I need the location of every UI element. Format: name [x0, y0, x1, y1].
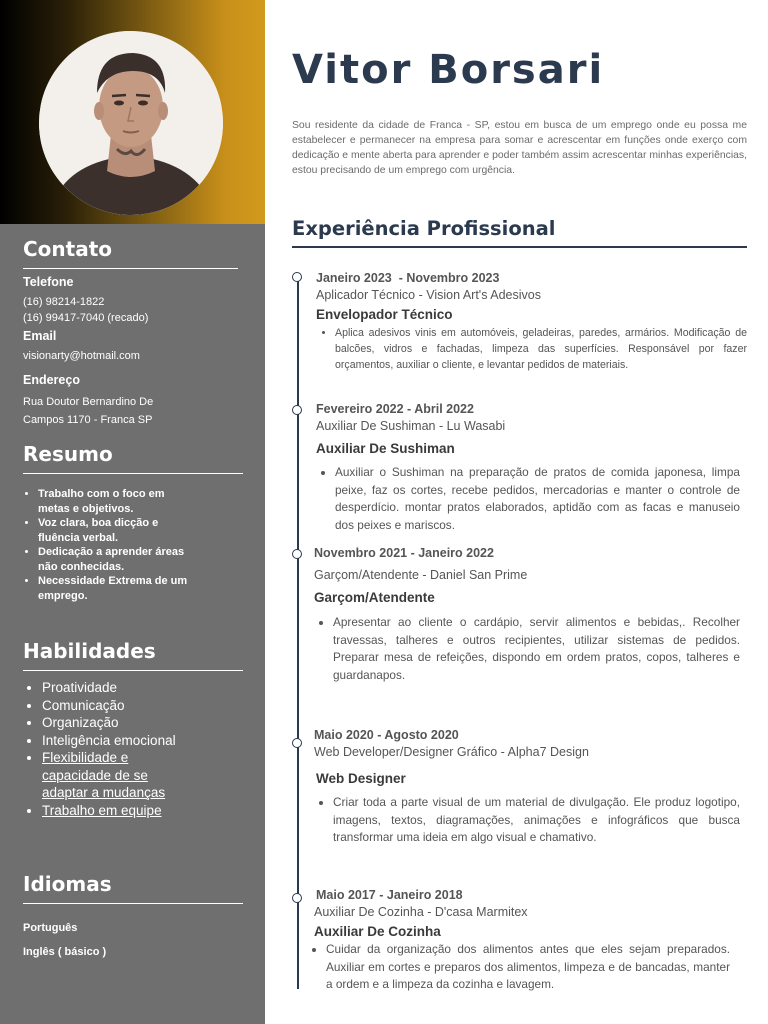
timeline-node: [292, 272, 302, 282]
contact-divider: [23, 268, 238, 269]
job-description: [314, 794, 740, 847]
skills-divider: [23, 670, 243, 671]
skills-section: [23, 638, 243, 819]
timeline-node: [292, 549, 302, 559]
skill-link-text: Flexibilidade e capacidade de se adaptar a mudanças: [42, 750, 166, 800]
list-item: • Aplica adesivos vinis em automóveis, geladeiras, paredes, armários. Modificação de balcões, vidros e fachadas, limpeza das superfícies. Responsável por fazer orçamentos, auxiliar o cliente, e levantar pedidos de materiais.: [335, 325, 747, 374]
list-item: • Trabalho com o foco em metas e objetivos.: [38, 487, 188, 516]
language-item: Português: [23, 922, 78, 934]
list-item: • Criar toda a parte visual de um material de divulgação. Ele produz logotipo, imagens, textos, diagramações, animações e infográficos que busca transformar uma ideia em algo visual e chamativo.: [333, 794, 740, 847]
languages-section: [23, 871, 243, 904]
job-entry: [314, 545, 740, 684]
list-item: • Proatividade: [42, 679, 192, 697]
languages-divider: [23, 903, 243, 904]
avatar: [39, 31, 223, 215]
address-line-2: Campos 1170 - Franca SP: [23, 414, 153, 426]
phone-2: (16) 99417-7040 (recado): [23, 312, 149, 324]
job-role: Web Designer: [316, 771, 406, 786]
job-company: Aplicador Técnico - Vision Art's Adesivos: [316, 288, 541, 302]
resumo-divider: [23, 473, 243, 474]
list-item: • Auxiliar o Sushiman na preparação de pratos de comida japonesa, limpa peixe, faz os cortes, recebe pedidos, mercadorias e manter o controle de desperdício. montar pratos elaborados, aptidão com as facas e manuseio dos peixes e mariscos.: [335, 464, 740, 534]
job-company: Web Developer/Designer Gráfico - Alpha7 Design: [314, 745, 589, 759]
profile-photo-illustration: [39, 31, 223, 215]
phone-label: Telefone: [23, 275, 74, 289]
profile-summary: Sou residente da cidade de Franca - SP, estou em busca de um emprego onde eu possa me estabelecer e permanecer na empresa para somar e acrescentar em funções onde exerço com dedicação e mente aberta para aprender e poder também assim acrescentar minhas experiências, estou precisando de um emprego com urgência.: [292, 120, 747, 176]
timeline-node: [292, 405, 302, 415]
language-item: Inglês ( básico ): [23, 946, 107, 958]
skills-heading: Habilidades: [23, 639, 156, 663]
list-item: • Inteligência emocional: [42, 732, 192, 750]
languages-heading: Idiomas: [23, 872, 112, 896]
resumo-heading: Resumo: [23, 442, 113, 466]
job-company: Garçom/Atendente - Daniel San Prime: [314, 568, 528, 582]
contact-section: [23, 236, 243, 429]
timeline-node: [292, 893, 302, 903]
job-description: [316, 464, 740, 534]
job-entry: [314, 727, 740, 847]
list-item: • Organização: [42, 714, 192, 732]
photo-banner: [0, 0, 265, 224]
experience-divider: [292, 246, 747, 248]
job-role: Garçom/Atendente: [314, 590, 435, 605]
skill-link-text: Trabalho em equipe: [42, 802, 162, 818]
job-description: [316, 325, 747, 374]
email-value: visionarty@hotmail.com: [23, 350, 140, 362]
list-item: • Dedicação a aprender áreas não conhecidas.: [38, 545, 188, 574]
job-role: Auxiliar De Cozinha: [314, 924, 441, 939]
list-item: • Necessidade Extrema de um emprego.: [38, 574, 188, 603]
job-period: Maio 2020 - Agosto 2020: [314, 728, 459, 742]
list-item: [42, 749, 192, 802]
contact-heading: Contato: [23, 237, 113, 261]
list-item: • Cuidar da organização dos alimentos antes que eles sejam preparados. Auxiliar em cortes e preparos dos alimentos, limpeza e de bancadas, manter a ordem e a limpeza da cozinha e lavagem.: [326, 941, 730, 994]
list-item: • Apresentar ao cliente o cardápio, servir alimentos e bebidas,. Recolher travessas, talheres e outros recipientes, utilizar sistemas de pedidos. Preparar mesa de refeições, dispondo em ordem pratos, copos, talheres e guardanapos.: [333, 614, 740, 684]
resumo-section: [23, 441, 243, 603]
job-entry: [314, 887, 730, 994]
experience-heading: Experiência Profissional: [292, 217, 556, 240]
job-period: Maio 2017 - Janeiro 2018: [316, 888, 463, 902]
email-label: Email: [23, 329, 57, 343]
job-description: [314, 941, 730, 994]
list-item: • Comunicação: [42, 697, 192, 715]
candidate-name: Vitor Borsari: [292, 47, 605, 93]
job-company: Auxiliar De Sushiman - Lu Wasabi: [316, 419, 506, 433]
job-role: Auxiliar De Sushiman: [316, 441, 455, 456]
job-entry: [316, 401, 740, 534]
job-description: [314, 614, 740, 684]
skills-list: [23, 679, 192, 819]
resumo-list: [23, 487, 188, 603]
timeline-node: [292, 738, 302, 748]
list-item: • Voz clara, boa dicção e fluência verbal.: [38, 516, 188, 545]
phone-1: (16) 98214-1822: [23, 296, 105, 308]
address-line-1: Rua Doutor Bernardino De: [23, 396, 154, 408]
job-period: Janeiro 2023 - Novembro 2023: [316, 271, 500, 285]
job-role: Envelopador Técnico: [316, 307, 453, 322]
job-period: Fevereiro 2022 - Abril 2022: [316, 402, 474, 416]
job-period: Novembro 2021 - Janeiro 2022: [314, 546, 494, 560]
timeline-line: [297, 277, 299, 989]
job-company: Auxiliar De Cozinha - D'casa Marmitex: [314, 905, 528, 919]
job-entry: [316, 270, 747, 374]
list-item: [42, 802, 192, 820]
address-label: Endereço: [23, 373, 80, 387]
